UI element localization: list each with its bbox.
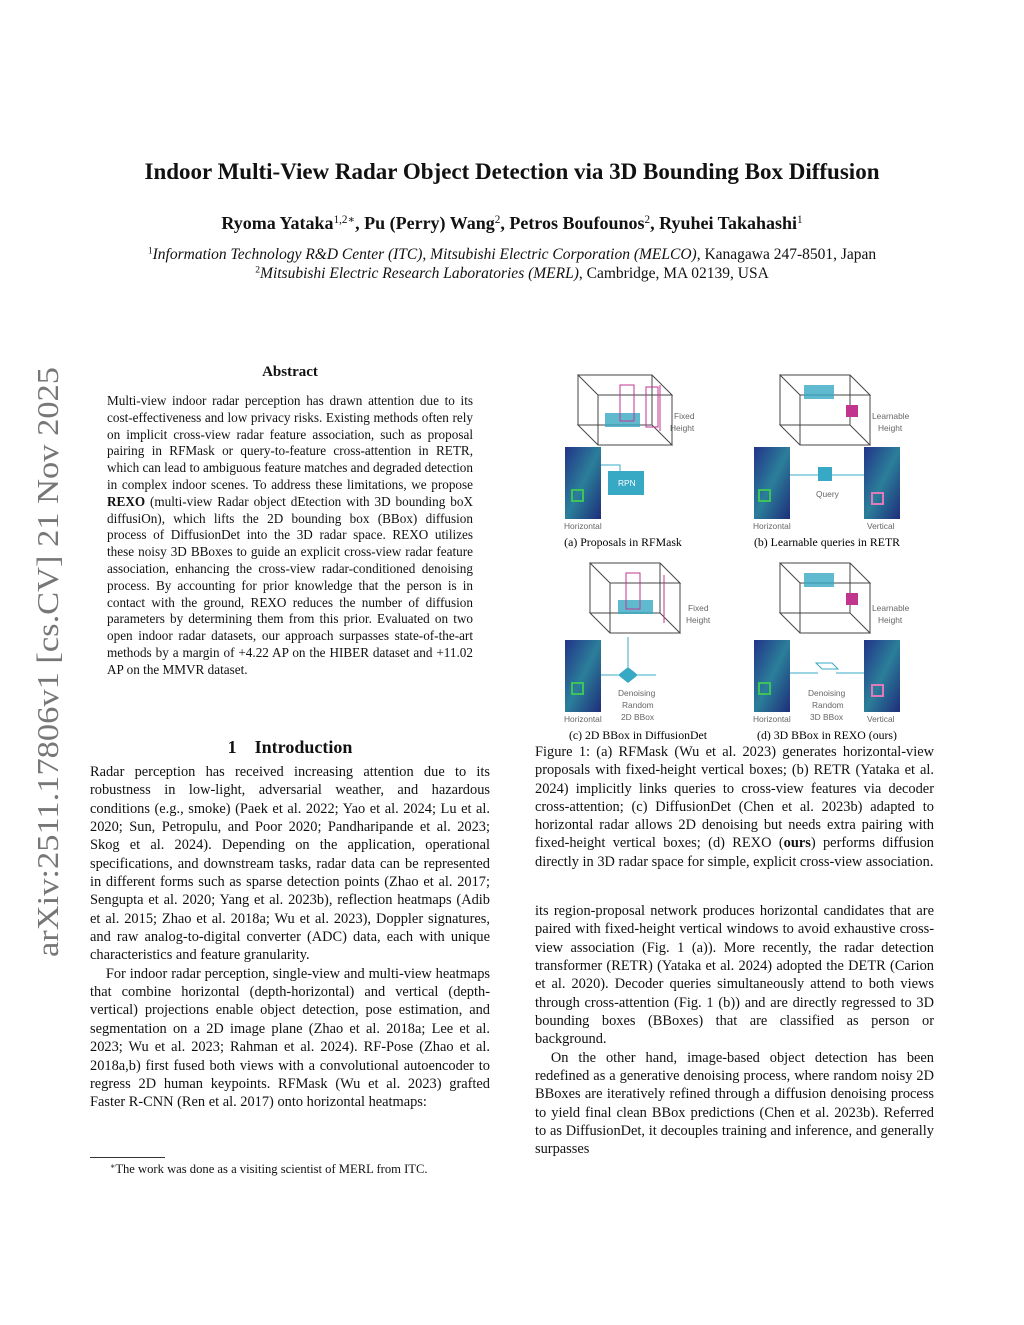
abstract-body: Multi-view indoor radar perception has drawn attention due to its cost-effectiveness and low privacy risks. Existing methods often rely on implicit cross-view radar feature association, such as proposal pairing in RFMask or query-to-feature cross-attention in RETR, which can lead to ambiguous feature matches and degraded detection in complex indoor scenes. To address these limitations, we propose REXO (multi-view Radar object dEtection with 3D bounding boX diffusiOn), which lifts the 2D bounding box (BBox) diffusion process of DiffusionDet into the 3D radar space. REXO utilizes these noisy 3D BBoxes to guide an explicit cross-view radar feature association, enhancing the cross-view radar-conditioned denoising process. By accounting for prior knowledge that the person is in contact with the ground, REXO reduces the number of diffusion parameters by determining them from this prior. Evaluated on two open indoor radar datasets, our approach surpasses state-of-the-art methods by a margin of +4.22 AP on the HIBER dataset and +11.02 AP on the MMVR dataset. — [107, 393, 473, 677]
figure-panel-b — [753, 375, 910, 531]
panel-a-height-label-1: Fixed — [674, 411, 695, 421]
panel-d-box-label-1: Denoising — [808, 688, 846, 698]
author-list — [0, 213, 1024, 234]
section-heading-introduction: 1 Introduction — [227, 737, 353, 757]
introduction-body — [90, 763, 490, 1112]
panel-c-left-label: Horizontal — [564, 714, 602, 724]
author-3: Petros Boufounos$^2$, — [509, 213, 660, 233]
panel-d-caption: (d) 3D BBox in REXO (ours) — [757, 728, 897, 741]
right-paragraph-1: its region-proposal network produces horizontal candidates that are paired with fixed-height vertical windows to avoid exhaustive cross-view association (Fig. 1 (a)). More recently, the radar detection transformer (RETR) (Yataka et al. 2024) adopted the DETR (Carion et al. 2020). Decoder queries simultaneously attend to both views through cross-attention (Fig. 1 (b)) and are directly regressed to 3D bounding boxes (BBoxes) that are classified as person or background. — [535, 903, 934, 1048]
affiliation-2: $^2$Mitsubishi Electric Research Laboratories (MERL), Cambridge, MA 02139, USA — [255, 264, 769, 282]
panel-c-box-label-1: Denoising — [618, 688, 656, 698]
figure-1 — [560, 365, 920, 741]
panel-b-height-label-2: Height — [878, 423, 903, 433]
footnote-divider — [90, 1157, 165, 1158]
figure-panel-a — [564, 375, 695, 531]
panel-d-left-label: Horizontal — [753, 714, 791, 724]
affiliation-1: $^1$Information Technology R&D Center (ITC), Mitsubishi Electric Corporation (MELCO), Kanagawa 247-8501, Japan — [147, 245, 877, 263]
panel-c-box-label-3: 2D BBox — [621, 712, 655, 722]
right-paragraph-2: On the other hand, image-based object detection has been redefined as a generative denoising process, where random noisy 2D BBoxes are iteratively refined through a diffusion denoising process to yield final clean BBox predictions (Chen et al. 2023b). Referred to as DiffusionDet, it decouples training and inference, and generally surpasses — [535, 1049, 934, 1158]
footnote: ∗The work was done as a visiting scientist of MERL from ITC. — [110, 1161, 428, 1176]
intro-paragraph-2: For indoor radar perception, single-view and multi-view heatmaps that combine horizontal (depth-horizontal) and vertical (depth-vertical) projections enable object detection, pose estimation, and segmentation on a 2D image plane (Zhao et al. 2018a; Lee et al. 2023; Wu et al. 2023; Rahman et al. 2024). RF-Pose (Zhao et al. 2018a,b) first fused both views with a convolutional autoencoder to regress 2D human keypoints. RFMask (Wu et al. 2023) grafted Faster R-CNN (Ren et al. 2017) onto horizontal heatmaps: — [90, 965, 490, 1111]
panel-d-right-label: Vertical — [867, 714, 895, 724]
panel-c-height-label-1: Fixed — [688, 603, 709, 613]
panel-a-caption: (a) Proposals in RFMask — [564, 535, 682, 549]
abstract-heading: Abstract — [262, 364, 318, 380]
panel-a-left-label: Horizontal — [564, 521, 602, 531]
panel-a-box-label: RPN — [618, 478, 636, 488]
author-4: Ryuhei Takahashi$^1$ — [659, 213, 803, 233]
figure-1-caption: Figure 1: (a) RFMask (Wu et al. 2023) generates horizontal-view proposals with fixed-height vertical boxes; (b) RETR (Yataka et al. 2024) implicitly links queries to cross-view features via decoder cross-attention; (c) DiffusionDet (Chen et al. 2023b) adapted to horizontal radar allows 2D denoising but needs extra pairing with fixed-height vertical boxes; (d) REXO (ours) performs diffusion directly in 3D radar space for simple, explicit cross-view association. — [535, 744, 935, 870]
panel-b-caption: (b) Learnable queries in RETR — [753, 535, 901, 549]
panel-b-height-label-1: Learnable — [872, 411, 910, 421]
arxiv-id: arXiv:2511.17806v1 [cs.CV] 21 Nov 2025 — [30, 426, 65, 957]
intro-paragraph-1: Radar perception has received increasing attention due to its robustness in low-light, adversarial weather, and hazardous conditions (e.g., smoke) (Paek et al. 2022; Yao et al. 2024; Lu et al. 2020; Sun, Petropulu, and Poor 2020; Pandharipande et al. 2023; Skog et al. 2024). Depending on the application, operational specifications, and downstream tasks, radar data can be represented in different forms such as sparse detection points (Zhao et al. 2017; Sengupta et al. 2020; Yang et al. 2023b), reflection heatmaps (Adib et al. 2015; Zhao et al. 2018a; Wu et al. 2023), Doppler signatures, and raw analog-to-digital converter (ADC) data, each with unique characteristics and feature granularity. — [90, 764, 490, 964]
author-1: Ryoma Yataka$^{1,2∗}$, — [221, 213, 365, 233]
panel-d-height-label-1: Learnable — [872, 603, 910, 613]
panel-d-box-label-3: 3D BBox — [810, 712, 844, 722]
panel-d-box-label-2: Random — [812, 700, 844, 710]
paper-title: Indoor Multi-View Radar Object Detection via 3D Bounding Box Diffusion — [144, 159, 880, 184]
panel-b-box-label: Query — [816, 489, 839, 499]
right-column-body — [535, 902, 934, 1159]
author-2: Pu (Perry) Wang$^2$, — [364, 213, 510, 233]
figure-panel-c — [564, 563, 711, 724]
panel-b-right-label: Vertical — [867, 521, 895, 531]
figure-panel-d — [753, 563, 910, 724]
panel-c-height-label-2: Height — [686, 615, 711, 625]
panel-c-caption: (c) 2D BBox in DiffusionDet — [568, 728, 708, 741]
panel-c-box-label-2: Random — [622, 700, 654, 710]
panel-d-height-label-2: Height — [878, 615, 903, 625]
panel-a-height-label-2: Height — [670, 423, 695, 433]
arxiv-stamp — [30, 365, 65, 960]
panel-b-left-label: Horizontal — [753, 521, 791, 531]
